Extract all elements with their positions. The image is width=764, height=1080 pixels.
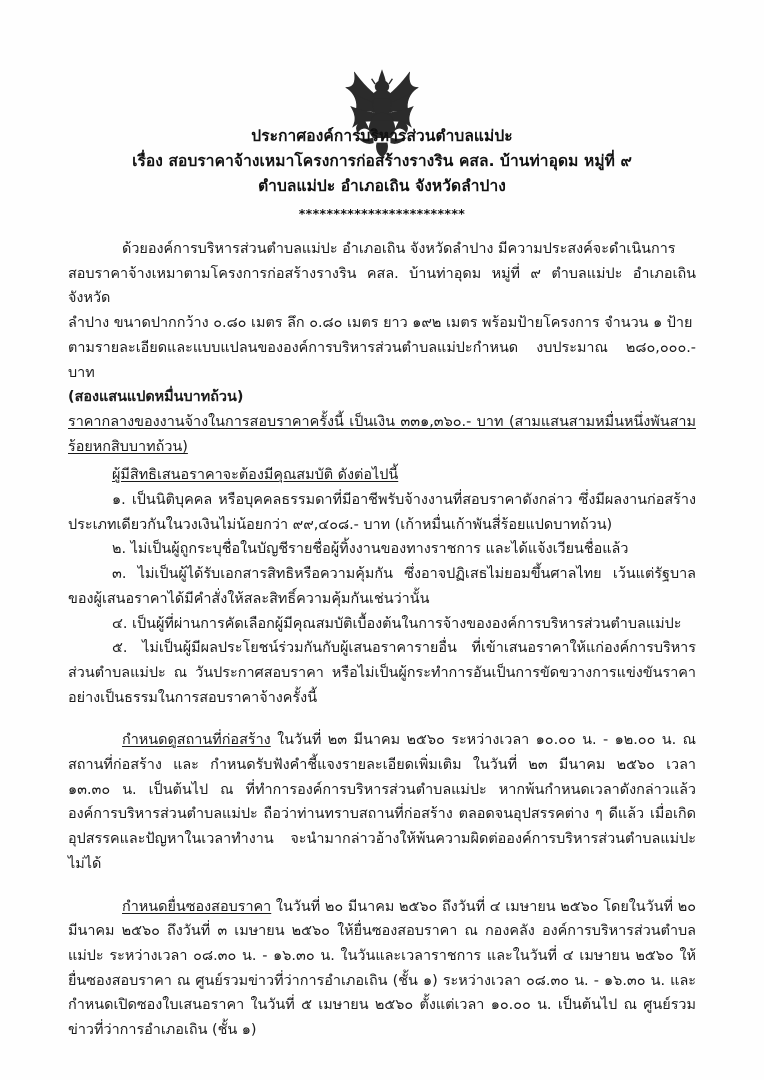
- asterisk-divider: ************************: [298, 206, 466, 221]
- qualification-item-2-number: ๒.: [112, 541, 127, 558]
- submission-paragraph: [68, 895, 696, 1043]
- qualification-item-4-text: เป็นผู้ที่ผ่านการคัดเลือกผู้มีคุณสมบัติเบื้องต้นในการจ้างขององค์การบริหารส่วนตำบลแม่ปะ: [132, 615, 682, 632]
- intro-paragraph-line-2: สอบราคาจ้างเหมาตามโครงการก่อสร้างรางริน คสล. บ้านท่าอุดม หมู่ที่ ๙ ตำบลแม่ปะ อำเภอเถิน จังหวัด: [68, 265, 696, 307]
- qualification-item-3: [68, 562, 696, 611]
- announcement-title-line-1: ประกาศองค์การบริหารส่วนตำบลแม่ปะ: [251, 127, 513, 145]
- qualification-item-5-number: ๕.: [112, 640, 128, 657]
- qualification-item-3-text: ไม่เป็นผู้ได้รับเอกสารสิทธิหรือความคุ้มกัน ซึ่งอาจปฏิเสธไม่ยอมขึ้นศาลไทย เว้นแต่รัฐบาลของผู้เสนอราคาได้มีคำสั่งให้สละสิทธิ์ความคุ้มกันเช่นว่านั้น: [68, 566, 696, 607]
- median-price-clause: ราคากลางของงานจ้างในการสอบราคาครั้งนี้ เป็นเงิน ๓๓๑,๓๖๐.- บาท (สามแสนสามหมื่นหนึ่งพันสามร้อยหกสิบบาทถ้วน): [68, 413, 696, 455]
- qualification-item-2-text: ไม่เป็นผู้ถูกระบุชื่อในบัญชีรายชื่อผู้ทิ้งงานของทางราชการ และได้แจ้งเวียนชื่อแล้ว: [130, 541, 629, 558]
- intro-paragraph-line-4: ตามรายละเอียดและแบบแปลนขององค์การบริหารส่วนตำบลแม่ปะกำหนด งบประมาณ ๒๘๐,๐๐๐.- บาท: [68, 339, 696, 381]
- site-visit-text: ในวันที่ ๒๓ มีนาคม ๒๕๖๐ ระหว่างเวลา ๑๐.๐๐ น. - ๑๒.๐๐ น. ณ สถานที่ก่อสร้าง และ กำหนดรับฟังคำชี้แจงรายละเอียดเพิ่มเติม ในวันที่ ๒๓ มีนาคม ๒๕๖๐ เวลา ๑๓.๓๐ น. เป็นต้นไป ณ ที่ทำการองค์การบริหารส่วนตำบลแม่ปะ หากพ้นกำหนดเวลาดังกล่าวแล้ว องค์การบริหารส่วนตำบลแม่ปะ ถือว่าท่านทราบสถานที่ก่อสร้าง ตลอดจนอุปสรรคต่าง ๆ ดีแล้ว เมื่อเกิดอุปสรรคและปัญหาในเวลาทำงาน จะนำมากล่าวอ้างให้พ้นความผิดต่อองค์การบริหารส่วนตำบลแม่ปะไม่ได้: [68, 732, 696, 872]
- announcement-title-line-2: เรื่อง สอบราคาจ้างเหมาโครงการก่อสร้างรางริน คสล. บ้านท่าอุดม หมู่ที่ ๙: [132, 152, 632, 170]
- submission-heading: กำหนดยื่นซองสอบราคา: [122, 898, 272, 915]
- title-block: [0, 124, 764, 226]
- qualification-item-4: [68, 612, 696, 637]
- emblem-container: [0, 0, 764, 122]
- qualification-item-5-text: ไม่เป็นผู้มีผลประโยชน์ร่วมกันกับผู้เสนอราคารายอื่น ที่เข้าเสนอราคาให้แก่องค์การบริหารส่วนตำบลแม่ปะ ณ วันประกาศสอบราคา หรือไม่เป็นผู้กระทำการอันเป็นการขัดขวางการแข่งขันราคาอย่างเป็นธรรมในการสอบราคาจ้างครั้งนี้: [68, 640, 696, 706]
- qualification-item-5: [68, 636, 696, 710]
- qualification-item-1-number: ๑.: [112, 492, 126, 509]
- submission-text: ในวันที่ ๒๐ มีนาคม ๒๕๖๐ ถึงวันที่ ๔ เมษายน ๒๕๖๐ โดยในวันที่ ๒๐ มีนาคม ๒๕๖๐ ถึงวันที่ ๓ เมษายน ๒๕๖๐ ให้ยื่นซองสอบราคา ณ กองคลัง องค์การบริหารส่วนตำบลแม่ปะ ระหว่างเวลา ๐๘.๓๐ น. - ๑๖.๓๐ น. ในวันและเวลาราชการ และในวันที่ ๔ เมษายน ๒๕๖๐ ให้ยื่นซองสอบราคา ณ ศูนย์รวมข่าวที่ว่าการอำเภอเถิน (ชั้น ๑) ระหว่างเวลา ๐๘.๓๐ น. - ๑๖.๓๐ น. และกำหนดเปิดซองใบเสนอราคา ในวันที่ ๕ เมษายน ๒๕๖๐ ตั้งแต่เวลา ๑๐.๐๐ น. เป็นต้นไป ณ ศูนย์รวมข่าวที่ว่าการอำเภอเถิน (ชั้น ๑): [68, 898, 696, 1039]
- site-visit-heading: กำหนดดูสถานที่ก่อสร้าง: [122, 732, 271, 749]
- intro-budget-words: (สองแสนแปดหมื่นบาทถ้วน): [68, 389, 244, 406]
- intro-paragraph-line-3: ลำปาง ขนาดปากกว้าง ๐.๘๐ เมตร ลึก ๐.๘๐ เมตร ยาว ๑๙๒ เมตร พร้อมป้ายโครงการ จำนวน ๑ ป้าย: [68, 315, 693, 332]
- qualification-item-1: [68, 488, 696, 537]
- site-visit-paragraph: [68, 728, 696, 876]
- document-body: [68, 226, 696, 1043]
- qualification-item-2: [68, 537, 696, 562]
- qualification-item-1-text: เป็นนิติบุคคล หรือบุคคลธรรมดาที่มีอาชีพรับจ้างงานที่สอบราคาดังกล่าว ซึ่งมีผลงานก่อสร้างประเภทเดียวกันในวงเงินไม่น้อยกว่า ๙๙,๔๐๘.- บาท (เก้าหมื่นเก้าพันสี่ร้อยแปดบาทถ้วน): [68, 492, 696, 533]
- qualifications-heading: ผู้มีสิทธิเสนอราคาจะต้องมีคุณสมบัติ ดังต่อไปนี้: [112, 467, 399, 484]
- intro-paragraph-line-1: ด้วยองค์การบริหารส่วนตำบลแม่ปะ อำเภอเถิน จังหวัดลำปาง มีความประสงค์จะดำเนินการ: [122, 241, 676, 257]
- qualification-item-3-number: ๓.: [112, 566, 127, 583]
- announcement-title-line-3: ตำบลแม่ปะ อำเภอเถิน จังหวัดลำปาง: [258, 177, 506, 195]
- qualification-item-4-number: ๔.: [112, 615, 128, 632]
